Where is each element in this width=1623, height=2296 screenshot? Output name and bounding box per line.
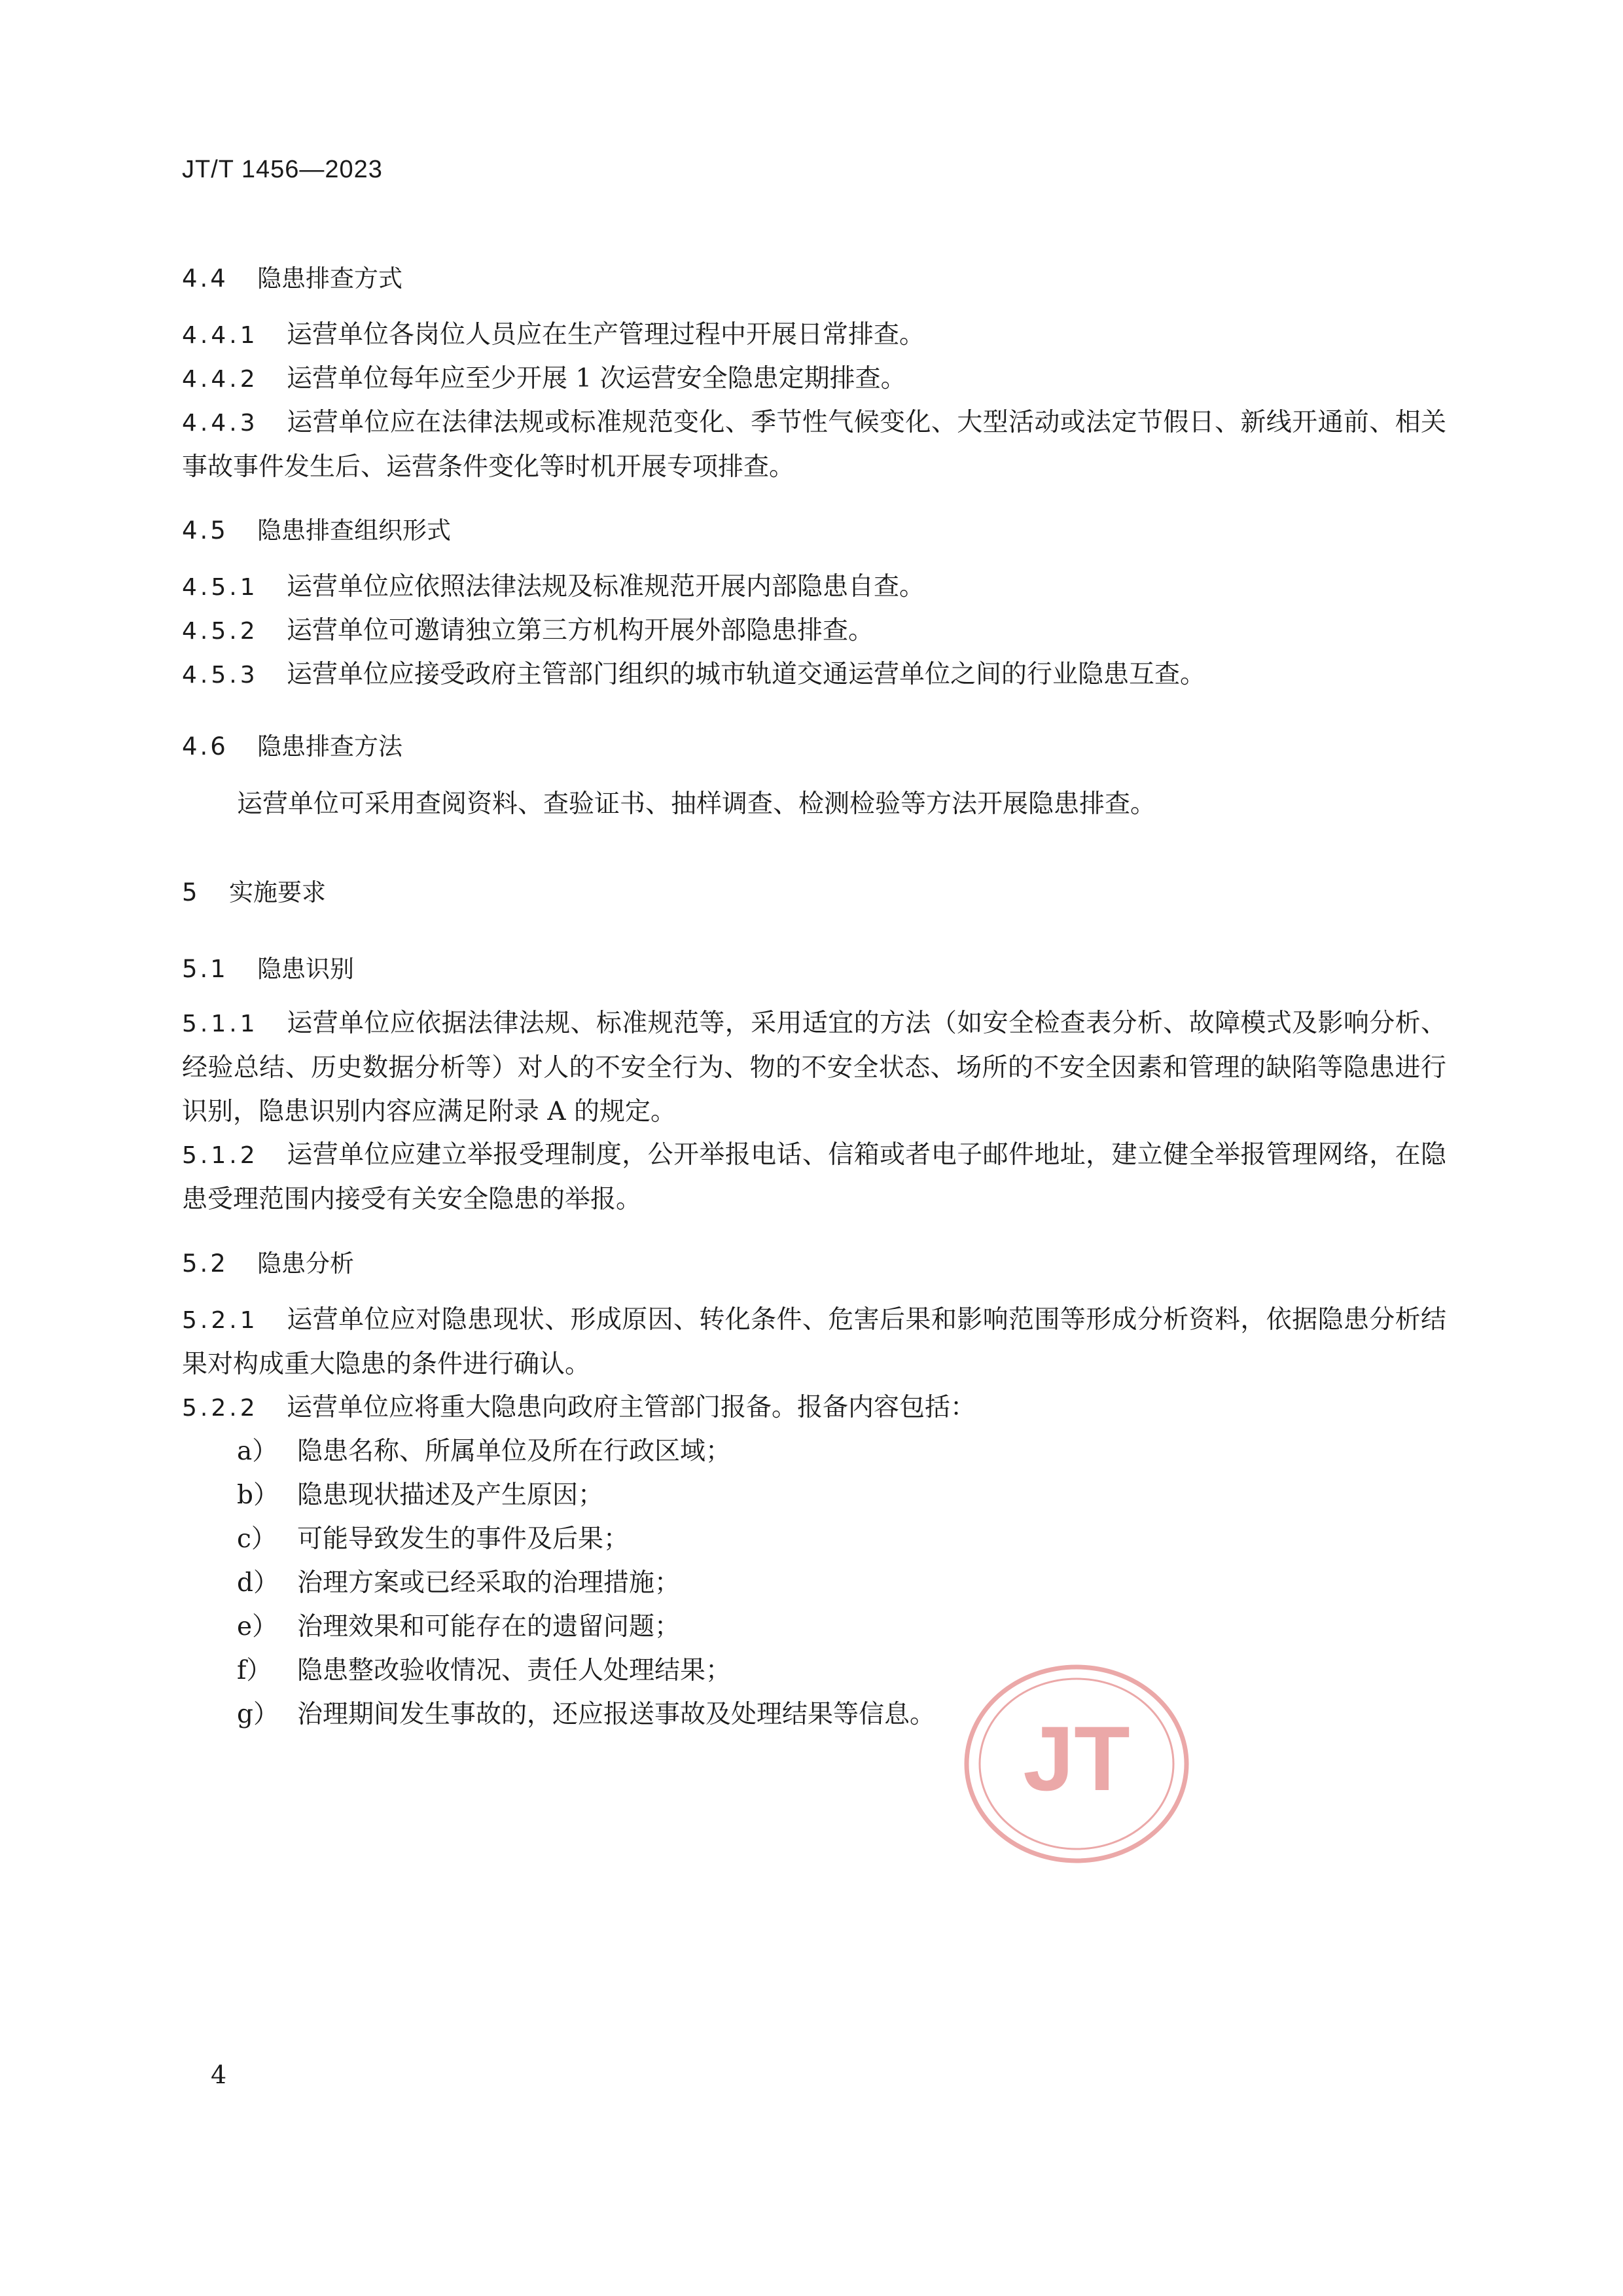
list-text: 治理期间发生事故的，还应报送事故及处理结果等信息。 bbox=[297, 1700, 936, 1729]
clause-text: 运营单位应对隐患现状、形成原因、转化条件、危害后果和影响范围等形成分析资料，依据隐患分析结果对构成重大隐患的条件进行确认。 bbox=[182, 1305, 1446, 1379]
section-number: 5.1 bbox=[182, 955, 228, 983]
clause-4-5-2 bbox=[182, 609, 1446, 653]
clause-4-4-3 bbox=[182, 401, 1446, 489]
list-item bbox=[237, 1649, 731, 1693]
section-heading-4-6 bbox=[182, 726, 402, 762]
section-title: 隐患排查方法 bbox=[257, 732, 402, 761]
jt-seal-watermark-icon bbox=[962, 1662, 1191, 1865]
clause-number: 4.4.3 bbox=[182, 410, 259, 437]
list-marker: d） bbox=[237, 1568, 279, 1598]
section-title: 隐患排查方式 bbox=[257, 264, 402, 293]
clause-5-2-1 bbox=[182, 1298, 1446, 1386]
clause-4-5-3 bbox=[182, 653, 1446, 697]
clause-number: 4.5.1 bbox=[182, 574, 259, 601]
section-heading-5-1 bbox=[182, 949, 354, 984]
list-text: 隐患整改验收情况、责任人处理结果； bbox=[297, 1656, 732, 1685]
seal-text: JT bbox=[1023, 1707, 1130, 1810]
list-text: 治理效果和可能存在的遗留问题； bbox=[297, 1612, 681, 1641]
section-number: 4.5 bbox=[182, 516, 228, 545]
clause-5-1-2 bbox=[182, 1133, 1446, 1221]
list-text: 治理方案或已经采取的治理措施； bbox=[297, 1568, 681, 1598]
clause-5-2-2 bbox=[182, 1386, 1446, 1430]
page-number: 4 bbox=[211, 2060, 227, 2089]
section-title: 隐患排查组织形式 bbox=[257, 516, 451, 545]
list-marker: c） bbox=[237, 1524, 277, 1554]
clause-4-4-1 bbox=[182, 313, 1446, 357]
clause-number: 5.2.2 bbox=[182, 1395, 259, 1422]
list-marker: b） bbox=[237, 1480, 279, 1510]
section-heading-4-4 bbox=[182, 259, 402, 294]
clause-text: 运营单位每年应至少开展 1 次运营安全隐患定期排查。 bbox=[287, 364, 906, 393]
clause-text: 运营单位应将重大隐患向政府主管部门报备。报备内容包括： bbox=[287, 1393, 976, 1422]
list-item bbox=[237, 1429, 731, 1473]
chapter-heading-5 bbox=[182, 872, 326, 908]
clause-number: 5.1.1 bbox=[182, 1011, 259, 1037]
clause-number: 4.4.2 bbox=[182, 366, 259, 393]
clause-number: 5.2.1 bbox=[182, 1307, 259, 1334]
section-number: 4.4 bbox=[182, 264, 228, 293]
list-marker: e） bbox=[237, 1612, 278, 1641]
clause-text: 运营单位应在法律法规或标准规范变化、季节性气候变化、大型活动或法定节假日、新线开通前、相关事故事件发生后、运营条件变化等时机开展专项排查。 bbox=[182, 408, 1446, 482]
clause-text: 运营单位应建立举报受理制度，公开举报电话、信箱或者电子邮件地址，建立健全举报管理网络，在隐患受理范围内接受有关安全隐患的举报。 bbox=[182, 1140, 1446, 1214]
clause-text: 运营单位应依照法律法规及标准规范开展内部隐患自查。 bbox=[287, 572, 925, 601]
clause-number: 4.5.3 bbox=[182, 662, 259, 689]
clause-number: 4.5.2 bbox=[182, 618, 259, 645]
clause-text: 运营单位可邀请独立第三方机构开展外部隐患排查。 bbox=[287, 616, 874, 645]
list-item bbox=[237, 1473, 603, 1517]
list-item bbox=[237, 1605, 680, 1649]
list-marker: a） bbox=[237, 1437, 278, 1466]
list-item bbox=[237, 1561, 680, 1605]
list-item bbox=[237, 1693, 935, 1736]
document-code-header: JT/T 1456—2023 bbox=[182, 156, 383, 183]
clause-number: 4.4.1 bbox=[182, 322, 259, 349]
list-text: 隐患名称、所属单位及所在行政区域； bbox=[297, 1437, 732, 1466]
section-title: 隐患识别 bbox=[257, 955, 354, 983]
clause-number: 5.1.2 bbox=[182, 1142, 259, 1169]
clause-5-1-1 bbox=[182, 1001, 1446, 1134]
section-number: 5.2 bbox=[182, 1249, 228, 1278]
clause-text: 运营单位各岗位人员应在生产管理过程中开展日常排查。 bbox=[287, 320, 925, 350]
clause-4-5-1 bbox=[182, 565, 1446, 609]
section-heading-4-5 bbox=[182, 511, 451, 546]
list-marker: g） bbox=[237, 1700, 279, 1729]
list-text: 可能导致发生的事件及后果； bbox=[297, 1524, 630, 1554]
list-text: 隐患现状描述及产生原因； bbox=[297, 1480, 604, 1510]
list-item bbox=[237, 1517, 629, 1561]
section-title: 隐患分析 bbox=[257, 1249, 354, 1278]
clause-text: 运营单位应依据法律法规、标准规范等，采用适宜的方法（如安全检查表分析、故障模式及影响分析、经验总结、历史数据分析等）对人的不安全行为、物的不安全状态、场所的不安全因素和管理的缺陷等隐患进行识别，隐患识别内容应满足附录 A 的规定。 bbox=[182, 1009, 1446, 1126]
paragraph-4-6: 运营单位可采用查阅资料、查验证书、抽样调查、检测检验等方法开展隐患排查。 bbox=[237, 789, 1156, 819]
clause-4-4-2 bbox=[182, 357, 1446, 401]
chapter-number: 5 bbox=[182, 878, 200, 906]
chapter-title: 实施要求 bbox=[229, 878, 326, 906]
list-marker: f） bbox=[237, 1656, 272, 1685]
section-heading-5-2 bbox=[182, 1244, 354, 1279]
section-number: 4.6 bbox=[182, 732, 228, 761]
clause-text: 运营单位应接受政府主管部门组织的城市轨道交通运营单位之间的行业隐患互查。 bbox=[287, 660, 1206, 689]
